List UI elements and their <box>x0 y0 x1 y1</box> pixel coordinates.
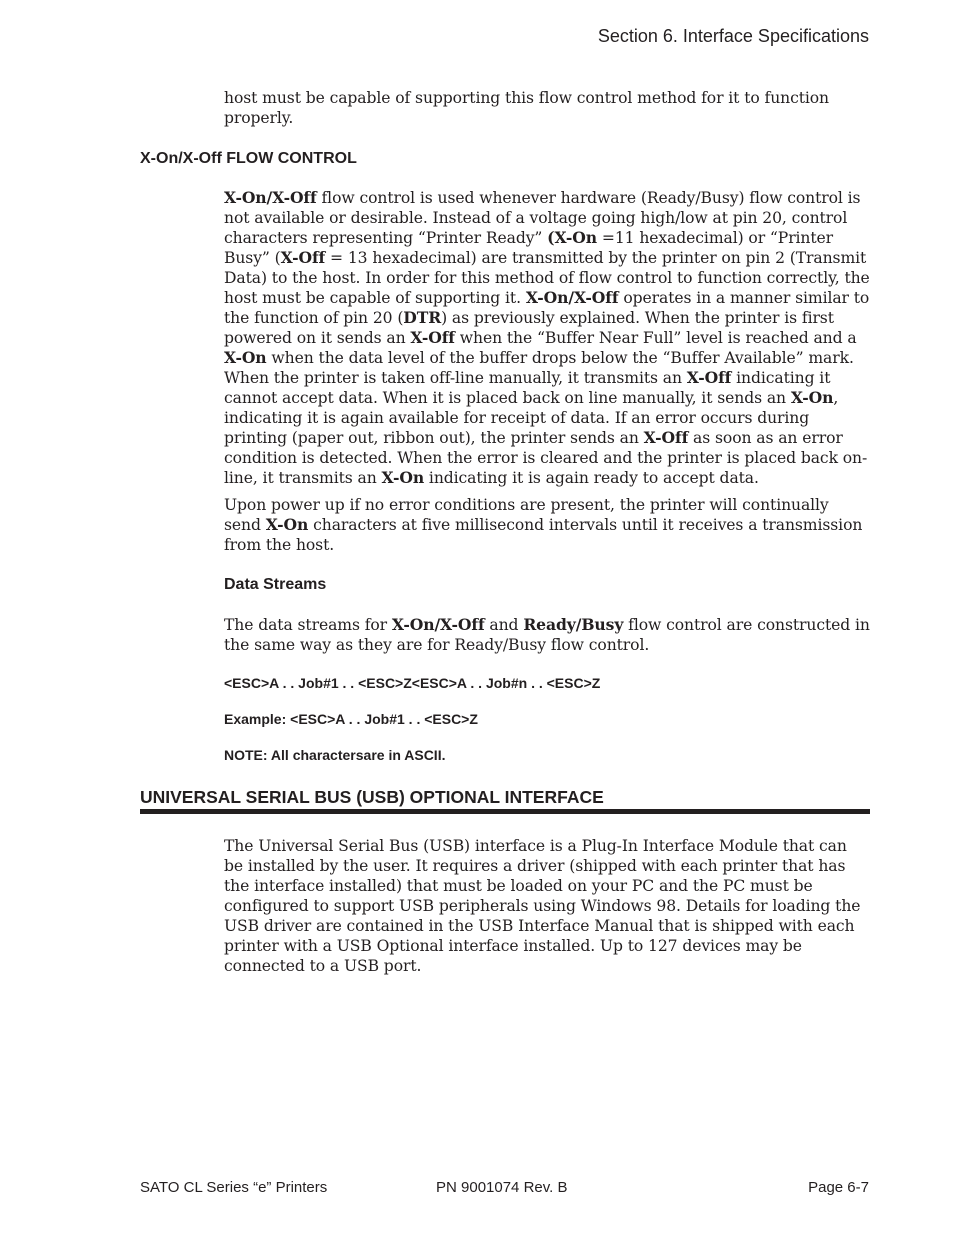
text-run: =11 hexadecimal) or “Printer Busy” ( <box>224 229 834 267</box>
data-streams-paragraph <box>224 615 870 655</box>
bold-term: X-On <box>381 468 425 487</box>
usb-heading: UNIVERSAL SERIAL BUS (USB) OPTIONAL INTERFACE <box>140 787 604 807</box>
footer-title: SATO CL Series “e” Printers <box>140 1179 328 1196</box>
format-line: <ESC>A . . Job#1 . . <ESC>Z<ESC>A . . Job#n . . <ESC>Z <box>224 675 601 691</box>
text-run: flow control is used whenever hardware (Ready/Busy) flow control is not available or desirable. Instead of a voltage going high/low at pin 20, control characters representing “Printer Ready” <box>224 189 861 247</box>
text-run: characters at five millisecond intervals until it receives a transmission from the host. <box>224 516 863 554</box>
section-rule <box>140 809 870 814</box>
bold-term: X-On/X-Off <box>391 615 485 634</box>
text-run: operates in a manner similar to the function of pin 20 ( <box>224 289 870 327</box>
usb-paragraph: The Universal Serial Bus (USB) interface is a Plug-In Interface Module that can be installed by the user. It requires a driver (shipped with each printer that has the interface installed) that must be loaded on your PC and the PC must be configured to support USB peripherals using Windows 98. Details for loading the USB driver are contained in the USB Interface Manual that is shipped with each printer with a USB Optional interface installed. Up to 127 devices may be connected to a USB port. <box>224 837 861 975</box>
bold-term: DTR <box>403 308 442 327</box>
bold-term: X-On <box>265 515 309 534</box>
bold-term: X-On/X-Off <box>224 188 317 207</box>
data-streams-heading: Data Streams <box>224 576 327 593</box>
bold-term: X-Off <box>280 248 326 267</box>
bold-term: X-On <box>224 348 267 367</box>
intro-line-1: host must be capable of supporting this flow control method for it to function <box>224 89 829 107</box>
bold-term: X-On <box>790 388 834 407</box>
intro-line-2: properly. <box>224 109 294 127</box>
bold-term: X-Off <box>686 368 732 387</box>
text-run: indicating it cannot accept data. When it is placed back on line manually, it sends an <box>224 369 831 407</box>
running-header: Section 6. Interface Specifications <box>597 26 869 46</box>
xon-xoff-heading: X-On/X-Off FLOW CONTROL <box>140 150 357 167</box>
text-run: when the “Buffer Near Full” level is reached and a <box>454 329 857 347</box>
footer-part-number: PN 9001074 Rev. B <box>436 1179 568 1196</box>
text-run: , indicating it is again available for receipt of data. If an error occurs during printing (paper out, ribbon out), the printer sends an <box>224 389 839 447</box>
intro-paragraph <box>224 88 870 128</box>
text-run: and <box>484 616 524 634</box>
text-run: = 13 hexadecimal) are transmitted by the printer on pin 2 (Transmit Data) to the host. In order for this method of flow control to function correctly, the host must be capable of supporting it. <box>224 249 870 307</box>
text-run: ) as previously explained. When the printer is first powered on it sends an <box>224 309 834 347</box>
bold-term: Ready/Busy <box>523 615 624 634</box>
text-run: flow control are constructed in the same way as they are for Ready/Busy flow control. <box>224 616 870 654</box>
xon-xoff-paragraph <box>224 188 870 488</box>
bold-term: X-Off <box>643 428 689 447</box>
text-run: Upon power up if no error conditions are present, the printer will continually send <box>224 496 829 534</box>
example-line: Example: <ESC>A . . Job#1 . . <ESC>Z <box>224 711 478 727</box>
text-run: as soon as an error condition is detected. When the error is cleared and the printer is placed back on-line, it transmits an <box>224 429 868 487</box>
text-run: indicating it is again ready to accept data. <box>424 469 759 487</box>
text-run: when the data level of the buffer drops below the “Buffer Available” mark. When the printer is taken off-line manually, it transmits an <box>224 349 854 387</box>
bold-term: X-On/X-Off <box>525 288 619 307</box>
bold-term: (X-On <box>547 228 597 247</box>
note-line: NOTE: All charactersare in ASCII. <box>224 747 446 763</box>
bold-term: X-Off <box>410 328 455 347</box>
power-up-paragraph <box>224 495 870 555</box>
footer-page-number: Page 6-7 <box>808 1179 869 1196</box>
text-run: The data streams for <box>224 616 392 634</box>
